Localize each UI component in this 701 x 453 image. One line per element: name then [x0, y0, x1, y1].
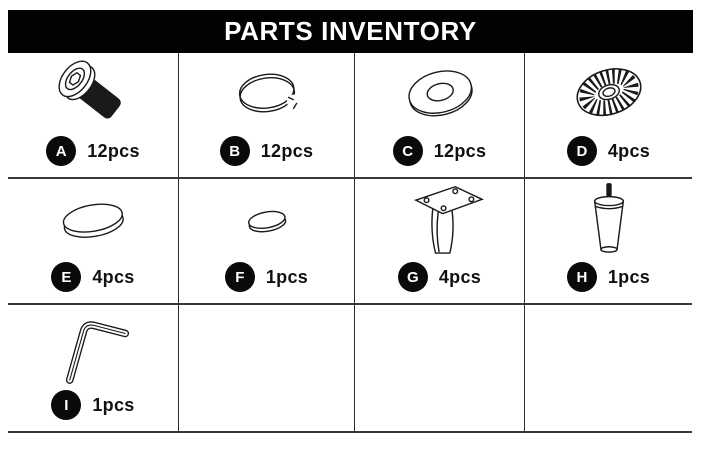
part-label-row	[220, 136, 314, 166]
part-qty: 1pcs	[92, 394, 135, 415]
part-cell-d	[525, 53, 692, 179]
part-cell-c	[355, 53, 525, 179]
part-label-row	[225, 262, 308, 292]
small-disc-icon	[212, 184, 322, 254]
part-badge: E	[51, 262, 81, 292]
part-badge: A	[46, 136, 76, 166]
part-cell-g	[355, 179, 525, 305]
header-bar	[8, 10, 693, 53]
part-badge: C	[393, 136, 423, 166]
part-qty: 1pcs	[607, 266, 651, 287]
part-qty: 1pcs	[265, 266, 309, 287]
part-label-row	[393, 136, 487, 166]
part-qty: 12pcs	[87, 140, 140, 161]
flathead-bolt-icon	[37, 56, 149, 130]
allen-key-icon	[37, 305, 149, 386]
empty-cell	[525, 305, 692, 431]
round-pad-icon	[37, 184, 149, 254]
tapered-leg-icon	[553, 179, 665, 258]
part-cell-i	[8, 305, 179, 431]
part-badge: D	[567, 136, 597, 166]
page-title: PARTS INVENTORY	[224, 16, 477, 46]
part-qty: 12pcs	[433, 140, 487, 161]
part-cell-a	[8, 53, 179, 179]
flat-washer-icon	[384, 56, 496, 130]
empty-cell	[179, 305, 355, 431]
part-badge: H	[567, 262, 597, 292]
part-qty: 12pcs	[260, 140, 314, 161]
parts-grid	[8, 53, 692, 433]
part-badge: I	[51, 390, 81, 420]
part-label-row	[46, 136, 140, 166]
part-badge: B	[220, 136, 250, 166]
part-cell-h	[525, 179, 692, 305]
part-qty: 4pcs	[607, 140, 651, 161]
split-ring-icon	[212, 56, 322, 130]
part-qty: 4pcs	[438, 266, 482, 287]
part-qty: 4pcs	[92, 266, 135, 287]
part-badge: F	[225, 262, 255, 292]
leg-with-mounting-plate-icon	[384, 179, 496, 258]
part-label-row	[398, 262, 481, 292]
part-label-row	[51, 390, 134, 420]
spoked-disc-icon	[553, 56, 665, 130]
part-label-row	[567, 136, 650, 166]
part-badge: G	[398, 262, 428, 292]
part-label-row	[567, 262, 650, 292]
part-cell-f	[179, 179, 355, 305]
part-cell-b	[179, 53, 355, 179]
part-cell-e	[8, 179, 179, 305]
part-label-row	[51, 262, 134, 292]
empty-cell	[355, 305, 525, 431]
